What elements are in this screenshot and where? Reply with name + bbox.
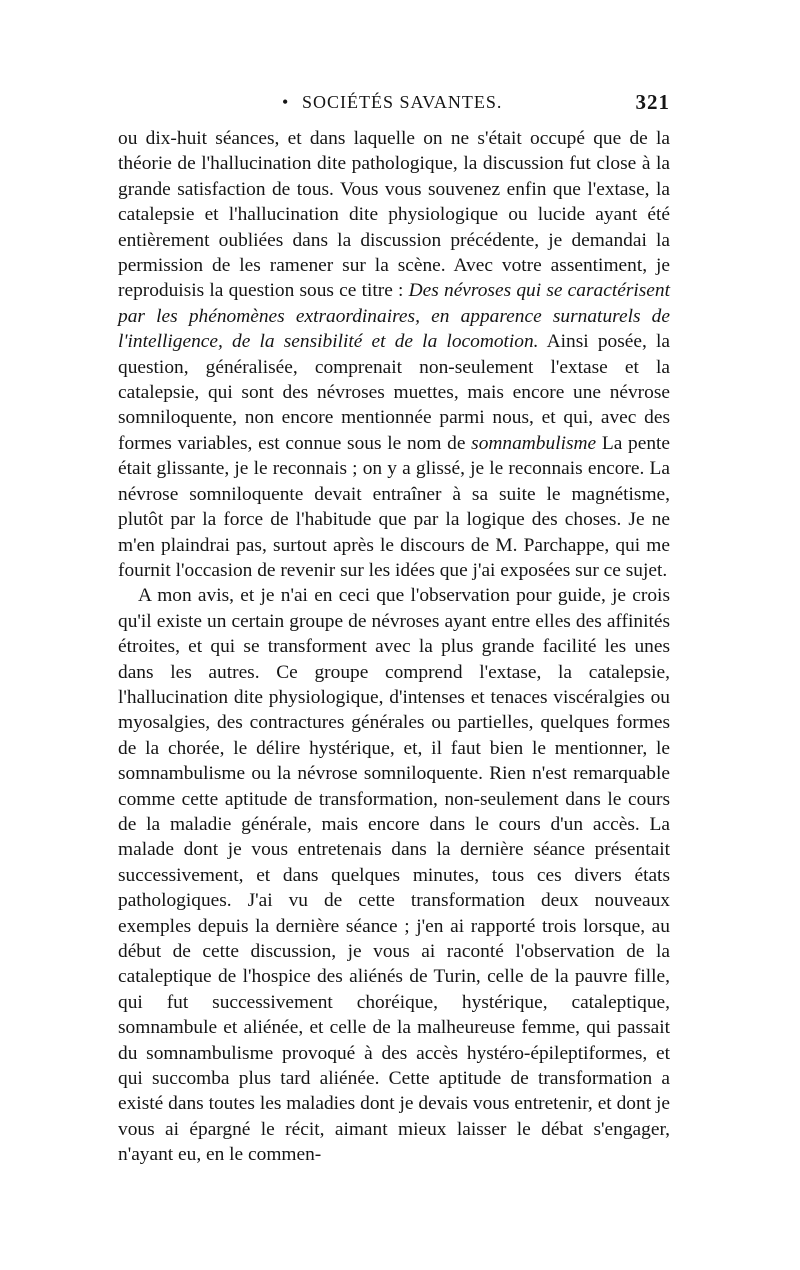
running-title: SOCIÉTÉS SAVANTES.	[302, 92, 503, 112]
paragraph-2: A mon avis, et je n'ai en ceci que l'observation pour guide, je crois qu'il existe un certain groupe de névroses ayant entre elles des affinités étroites, et qui se transforment avec la plus grande facilité les unes dans les autres. Ce groupe comprend l'extase, la catalepsie, l'hallucination dite physiologique, d'intenses et tenaces viscéralgies ou myosalgies, des contractures générales ou partielles, quelques formes de la chorée, le délire hystérique, et, il faut bien le mentionner, le somnambulisme ou la névrose somniloquente. Rien n'est remarquable comme cette aptitude de transformation, non-seulement dans le cours de la maladie générale, mais encore dans le cours d'un accès. La malade dont je vous entretenais dans la dernière séance présentait successivement, et dans quelques minutes, tous ces divers états pathologiques. J'ai vu de cette transformation deux nouveaux exemples depuis la dernière séance ; j'en ai rapporté trois lorsque, au début de cette discussion, je vous ai raconté l'observation de la cataleptique de l'hospice des aliénés de Turin, celle de la pauvre fille, qui fut successivement choréique, hystérique, cataleptique, somnambule et aliénée, et celle de la malheureuse femme, qui passait du somnambulisme provoqué à des accès hystéro-épileptiformes, et qui succomba plus tard aliénée. Cette aptitude de transformation a existé dans toutes les maladies dont je devais vous entretenir, et dont je vous ai épargné le récit, aimant mieux laisser le débat s'engager, n'ayant eu, en le commen-	[118, 585, 670, 1166]
body-text	[118, 126, 670, 1168]
paragraph-1	[118, 126, 670, 583]
paragraph-1-text-a: ou dix-huit séances, et dans laquelle on ne s'était occupé que de la théorie de l'hallucination dite pathologique, la discussion fut close à la grande satisfaction de tous. Vous vous souvenez enfin que l'extase, la catalepsie et l'hallucination dite physiologique ou lucide ayant été entièrement oubliées dans la discussion précédente, je demandai la permission de les ramener sur la scène. Avec votre assentiment, je reproduisis la question sous ce titre :	[118, 128, 670, 302]
running-header	[118, 90, 670, 120]
paragraph-1-text-b: Ainsi posée, la question, généralisée, comprenait non-seulement l'extase et la catalepsie, qui sont des névroses muettes, mais encore une névrose somniloquente, non encore mentionnée parmi nous, et qui, avec des formes variables, est connue sous le nom de	[118, 331, 670, 454]
term-somnambulisme: somnambulisme	[471, 432, 597, 454]
page-number: 321	[635, 90, 670, 114]
paragraph-1-text-c: La pente était glissante, je le reconnais ; on y a glissé, je le reconnais encore. La névrose somniloquente devait entraîner à sa suite le magnétisme, plutôt par la force de l'habitude que par la logique des choses. Je ne m'en plaindrai pas, surtout après le discours de M. Parchappe, qui me fournit l'occasion de revenir sur les idées que j'ai exposées sur ce sujet.	[118, 432, 671, 581]
header-bullet: •	[282, 92, 290, 112]
question-title: Des névroses qui se caractérisent par les phénomènes extraordinaires, en apparence surnaturels de l'intelligence, de la sensibilité et de la locomotion.	[118, 280, 670, 353]
